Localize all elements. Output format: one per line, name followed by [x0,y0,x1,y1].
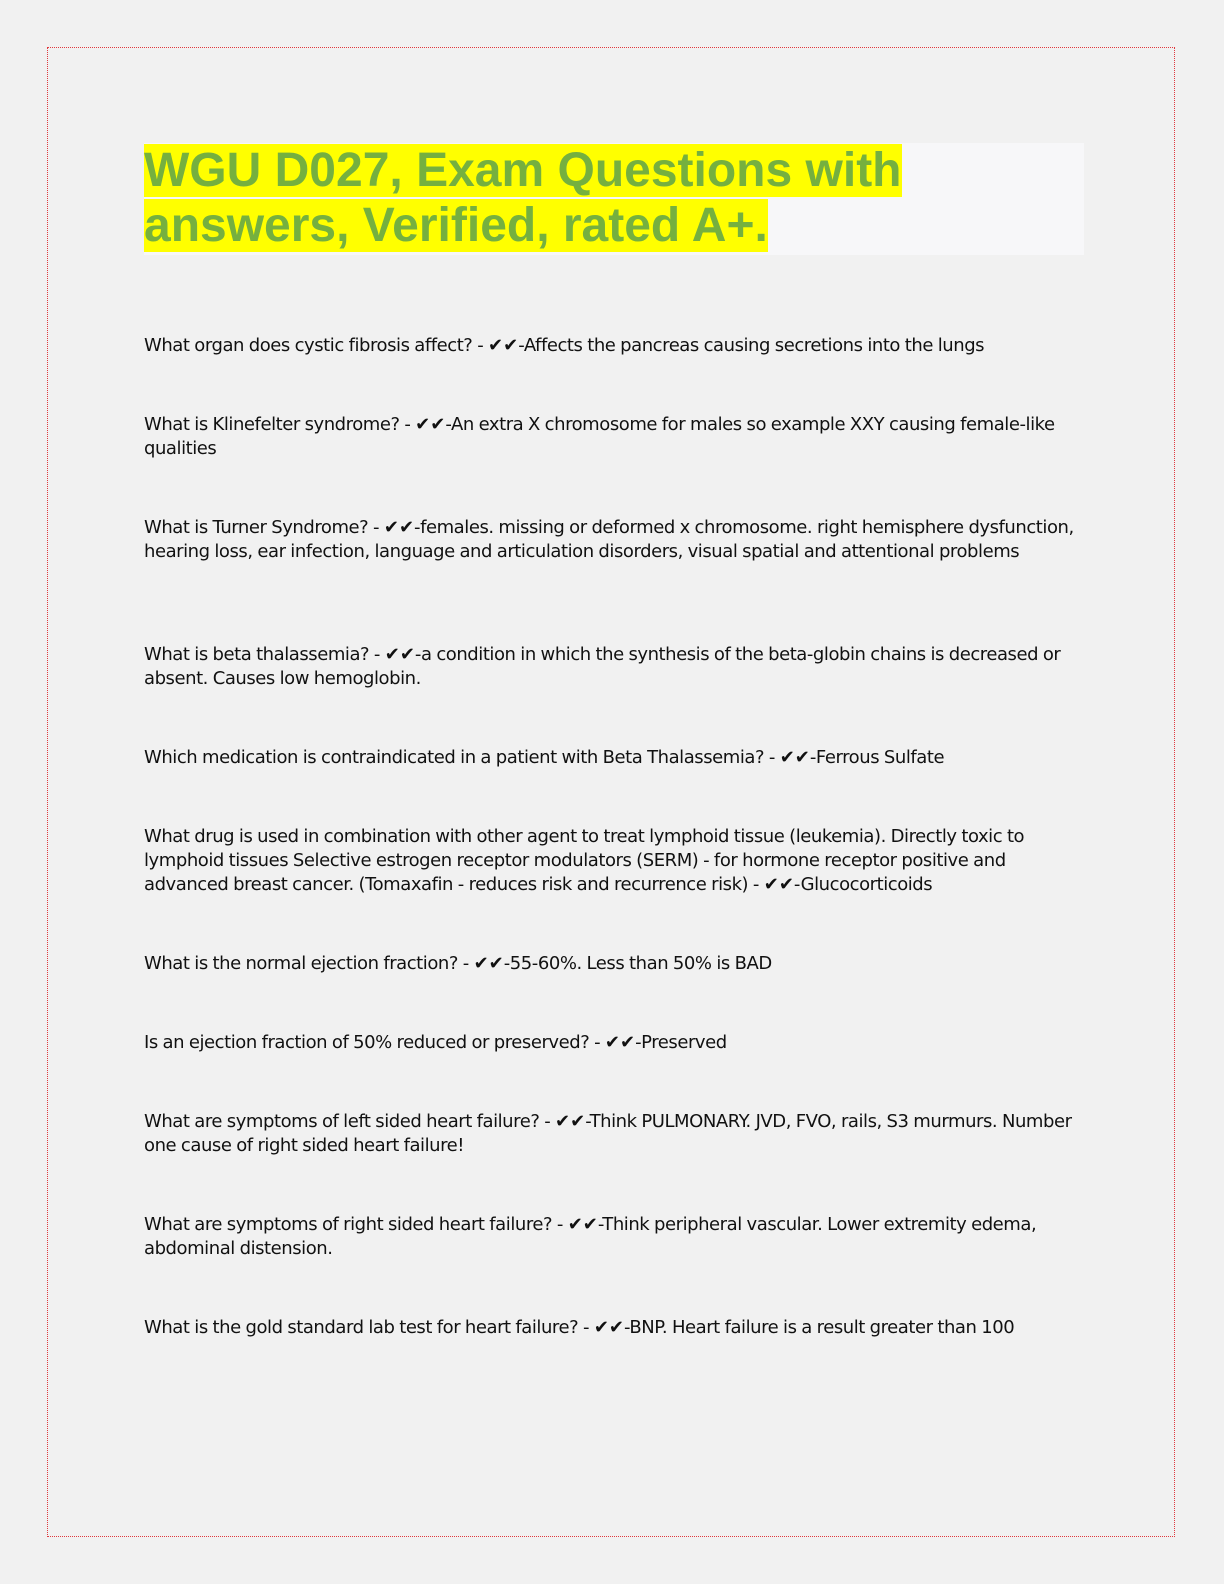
answer-text: -BNP. Heart failure is a result greater than 100 [623,1317,1015,1338]
double-check-icon: ✔✔ [763,874,794,895]
answer-text: -Ferrous Sulfate [809,747,945,768]
qa-item [144,1110,1074,1158]
page-border [47,47,1175,1537]
page-title [144,143,1084,253]
qa-item [144,334,1074,358]
question-text: Is an ejection fraction of 50% reduced or preserved? [144,1032,590,1053]
answer-text: -females. missing or deformed x chromosome. right hemisphere dysfunction, hearing loss, ear infection, language and articulation disorders, visual spatial and attentional problems [144,517,1074,562]
double-check-icon: ✔✔ [593,1317,624,1338]
title-line-2: answers, Verified, rated A+. [144,199,768,252]
question-text: What is the normal ejection fraction? [144,953,458,974]
question-text: What organ does cystic fibrosis affect? [144,335,473,356]
question-text: What are symptoms of right sided heart failure? [144,1214,553,1235]
separator: - [369,644,385,665]
question-text: What is Turner Syndrome? [144,517,369,538]
double-check-icon: ✔✔ [604,1032,636,1053]
qa-item [144,413,1074,461]
double-check-icon: ✔✔ [384,644,415,665]
qa-item [144,746,1074,770]
separator: - [539,1111,556,1132]
qa-item [144,952,1074,976]
separator: - [578,1317,594,1338]
separator: - [472,335,489,356]
answer-text: -a condition in which the synthesis of the beta-globin chains is decreased or absent. Causes low hemoglobin. [144,644,1061,689]
separator: - [457,953,474,974]
question-text: What is beta thalassemia? [144,644,370,665]
question-text: What is Klinefelter syndrome? [144,414,400,435]
question-text: What are symptoms of left sided heart failure? [144,1111,540,1132]
separator: - [399,414,416,435]
separator: - [589,1032,605,1053]
title-line-1: WGU D027, Exam Questions with [144,144,902,197]
qa-item [144,1213,1074,1261]
qa-item [144,516,1074,564]
qa-item [144,643,1074,691]
answer-text: -Think peripheral vascular. Lower extremity edema, abdominal distension. [144,1214,1037,1259]
double-check-icon: ✔✔ [383,517,415,538]
double-check-icon: ✔✔ [473,953,504,974]
answer-text: -Affects the pancreas causing secretions into the lungs [518,335,985,356]
question-text: What drug is used in combination with other agent to treat lymphoid tissue (leukemia). Directly toxic to lymphoid tissues Selective estrogen receptor modulators (SERM) - for hormone receptor positive and advanced breast cancer. (Tomaxafin - reduces risk and recurrence risk) [144,826,1025,895]
double-check-icon: ✔✔ [415,414,446,435]
separator: - [368,517,384,538]
answer-text: -Preserved [635,1032,727,1053]
qa-item [144,1316,1074,1340]
qa-item [144,825,1074,897]
double-check-icon: ✔✔ [567,1214,598,1235]
qa-item [144,1031,1074,1055]
separator: - [552,1214,568,1235]
answer-text: -An extra X chromosome for males so example XXY causing female-like qualities [144,414,1055,459]
answer-text: -Glucocorticoids [793,874,933,895]
separator: - [748,874,764,895]
answer-text: -55-60%. Less than 50% is BAD [503,953,772,974]
double-check-icon: ✔✔ [555,1111,586,1132]
double-check-icon: ✔✔ [779,747,810,768]
question-text: Which medication is contraindicated in a patient with Beta Thalassemia? [144,747,765,768]
separator: - [764,747,780,768]
answer-text: -Think PULMONARY. JVD, FVO, rails, S3 murmurs. Number one cause of right sided heart failure! [144,1111,1072,1156]
double-check-icon: ✔✔ [488,335,519,356]
title-block [144,143,1084,255]
question-text: What is the gold standard lab test for heart failure? [144,1317,579,1338]
